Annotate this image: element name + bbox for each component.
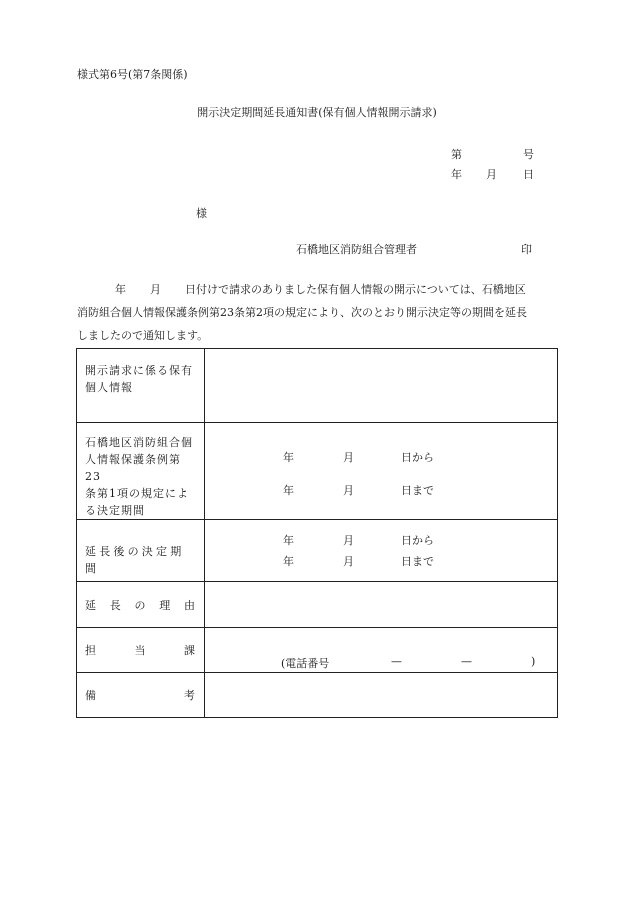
table-row-reason <box>77 582 558 628</box>
table-row-original-period <box>77 423 558 520</box>
value-extended-period: 年 月 日から 年 月 日まで <box>205 520 558 582</box>
seal-mark: 印 <box>521 243 532 256</box>
body-line-3: しましたので通知します。 <box>77 329 209 342</box>
value-remarks <box>205 673 558 718</box>
label-original-period: 石橋地区消防組合個 人情報保護条例第23 条第1項の規定によ る決定期間 <box>77 423 205 520</box>
body-line-1 <box>77 278 557 301</box>
date-month: 月 <box>486 168 497 181</box>
date-year: 年 <box>451 168 462 181</box>
value-reason <box>205 582 558 628</box>
table-row-department <box>77 628 558 673</box>
value-requested-info <box>205 349 558 423</box>
notice-table <box>76 348 558 718</box>
body-line-1-text: 日付けで請求のありました保有個人情報の開示については、石橋地区 <box>185 283 526 296</box>
date-day: 日 <box>523 168 534 181</box>
table-row-remarks <box>77 673 558 718</box>
body-line-2: 消防組合個人情報保護条例第23条第2項の規定により、次のとおり開示決定等の期間を延長 <box>77 306 527 319</box>
table-row-extended-period <box>77 520 558 582</box>
table-row-requested-info <box>77 349 558 423</box>
document-title: 開示決定期間延長通知書(保有個人情報開示請求) <box>197 106 437 119</box>
addressee-suffix: 様 <box>196 207 207 220</box>
sender-name: 石橋地区消防組合管理者 <box>296 243 417 256</box>
form-number: 様式第6号(第7条関係) <box>77 68 188 81</box>
value-original-period: 年 月 日から 年 月 日まで <box>205 423 558 520</box>
notice-body <box>77 278 557 347</box>
body-month: 月 <box>150 283 161 296</box>
number-suffix: 号 <box>523 148 534 161</box>
issue-date-line <box>451 166 534 182</box>
body-year: 年 <box>115 283 126 296</box>
label-extended-period: 延長後の決定期間 <box>77 520 205 582</box>
phone-number-line: (電話番号 — — ) <box>281 655 536 670</box>
label-remarks: 備 考 <box>77 673 205 718</box>
label-reason: 延 長 の 理 由 <box>77 582 205 628</box>
number-prefix: 第 <box>451 148 462 161</box>
document-number-line <box>451 146 534 162</box>
label-department: 担 当 課 <box>77 628 205 673</box>
value-department <box>205 628 558 673</box>
label-requested-info: 開示請求に係る保有 個人情報 <box>77 349 205 423</box>
